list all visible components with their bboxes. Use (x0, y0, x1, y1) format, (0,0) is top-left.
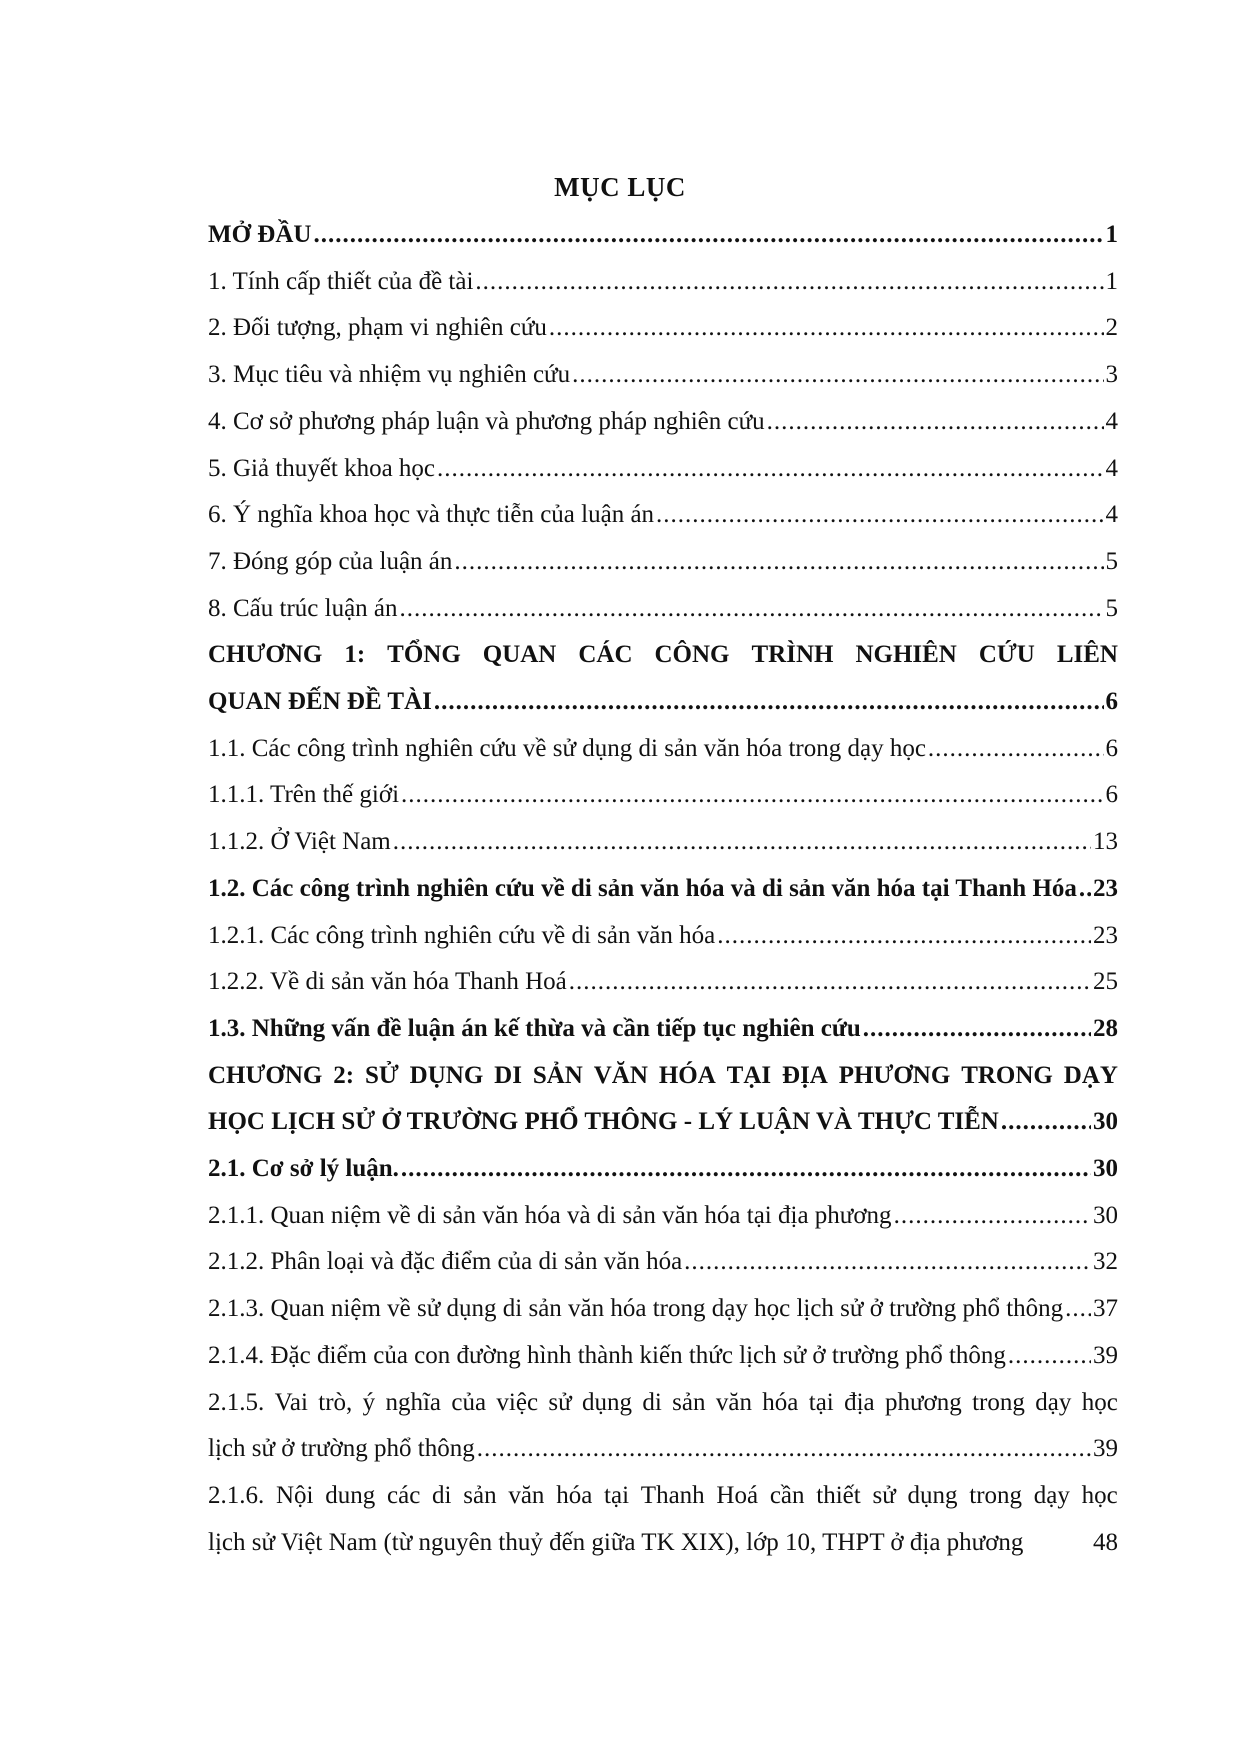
toc-word: CHƯƠNG (208, 1061, 323, 1089)
toc-entry-row (208, 352, 1118, 399)
toc-entry-row (208, 1333, 1118, 1380)
toc-entry-label: 4. Cơ sở phương pháp luận và phương pháp nghiên cứu (208, 407, 765, 435)
toc-entry-label: 1.2.1. Các công trình nghiên cứu về di sản văn hóa (208, 921, 716, 949)
toc-page-number: 28 (1093, 1014, 1118, 1042)
toc-entry (208, 959, 1118, 1006)
toc-entry (208, 1286, 1118, 1333)
toc-entry-label: 1.1.1. Trên thế giới (208, 781, 400, 809)
toc-entry-row (208, 1286, 1118, 1333)
toc-word: Nội (276, 1481, 314, 1509)
toc-page-number: 3 (1105, 361, 1118, 389)
toc-page-number: 6 (1105, 734, 1118, 762)
toc-entry-label: 5. Giả thuyết khoa học (208, 454, 436, 482)
toc-entry (208, 352, 1118, 399)
toc-entry (208, 586, 1118, 633)
toc-word: CÁC (578, 641, 633, 669)
toc-entry-first-line (208, 1380, 1118, 1427)
toc-entry-row (208, 212, 1118, 259)
toc-word: của (451, 1388, 487, 1416)
toc-word: học (1081, 1481, 1118, 1509)
toc-page-number: 6 (1105, 688, 1118, 716)
toc-title: MỤC LỤC (554, 172, 686, 202)
toc-page-number: 6 (1105, 781, 1118, 809)
toc-word: dụng (582, 1388, 633, 1416)
toc-entry-label: 8. Cấu trúc luận án (208, 594, 398, 622)
toc-leader-dots (1079, 866, 1091, 913)
toc-word: tại (604, 1481, 630, 1509)
toc-word: sử (548, 1388, 572, 1416)
toc-entry (208, 1146, 1118, 1193)
toc-entry-row (208, 259, 1118, 306)
toc-word: sử (872, 1481, 896, 1509)
toc-word: cần (769, 1481, 805, 1509)
toc-word: trong (969, 1481, 1023, 1509)
toc-word: ý (362, 1388, 376, 1416)
toc-word: Hoá (716, 1481, 759, 1509)
toc-word: ĐỊA (782, 1061, 828, 1089)
toc-entry-row (208, 1146, 1118, 1193)
toc-entry-first-line (208, 1473, 1118, 1520)
toc-word: 1: (344, 641, 366, 669)
toc-leader-dots (454, 539, 1103, 586)
toc-page-number: 4 (1105, 407, 1118, 435)
toc-leader-dots (401, 1146, 1091, 1193)
toc-word: di (642, 1388, 662, 1416)
toc-leader-dots (572, 352, 1103, 399)
toc-entry-label: 2.1.1. Quan niệm về di sản văn hóa và di sản văn hóa tại địa phương (208, 1201, 892, 1229)
toc-entry-label: 1.2.2. Về di sản văn hóa Thanh Hoá (208, 968, 567, 996)
toc-entry (208, 212, 1118, 259)
toc-entry-label: QUAN ĐẾN ĐỀ TÀI (208, 688, 432, 716)
toc-entry-row (208, 1099, 1118, 1146)
toc-word: TRONG (961, 1061, 1053, 1089)
toc-leader-dots (549, 305, 1104, 352)
toc-entry-label: lịch sử ở trường phổ thông (208, 1435, 475, 1463)
toc-entry-label: 1.1. Các công trình nghiên cứu về sử dụng di sản văn hóa trong dạy học (208, 734, 926, 762)
toc-page-number: 30 (1093, 1201, 1118, 1229)
toc-entry-label: 1.1.2. Ở Việt Nam (208, 828, 391, 856)
toc-entry (208, 1333, 1118, 1380)
toc-word: các (387, 1481, 421, 1509)
toc-word: TRÌNH (751, 641, 834, 669)
toc-word: DI (494, 1061, 522, 1089)
toc-leader-dots (928, 726, 1104, 773)
toc-entry-label: 7. Đóng góp của luận án (208, 547, 453, 575)
toc-entry-row (208, 305, 1118, 352)
toc-word: CỨU (978, 641, 1035, 669)
toc-page-number: 48 (1093, 1528, 1118, 1556)
toc-entry-row (208, 679, 1118, 726)
toc-entry (208, 305, 1118, 352)
toc-page-number: 1 (1105, 267, 1118, 295)
toc-leader-dots (437, 446, 1103, 493)
toc-entry-label: MỞ ĐẦU (208, 221, 312, 248)
toc-leader-dots (477, 1426, 1091, 1473)
toc-page-number: 39 (1093, 1341, 1118, 1369)
toc-word: TỔNG (387, 641, 461, 669)
toc-entry-first-line (208, 1053, 1118, 1100)
toc-entry-label: 2.1.3. Quan niệm về sử dụng di sản văn hóa trong dạy học lịch sử ở trường phổ thông (208, 1295, 1064, 1323)
toc-entry-label: 6. Ý nghĩa khoa học và thực tiễn của luận án (208, 501, 655, 529)
toc-word: Vai (274, 1388, 308, 1416)
toc-page-number: 1 (1105, 221, 1118, 248)
toc-word: phương (884, 1388, 962, 1416)
toc-entry-row (208, 1426, 1118, 1473)
toc-word: dạy (1035, 1388, 1072, 1416)
toc-word: CHƯƠNG (208, 641, 323, 669)
toc-page-number: 25 (1093, 968, 1118, 996)
toc-word: LIÊN (1056, 641, 1118, 669)
toc-leader-dots (1008, 1333, 1091, 1380)
toc-entry-row (208, 913, 1118, 960)
toc-entry (208, 632, 1118, 725)
toc-word: PHƯƠNG (838, 1061, 951, 1089)
toc-entry-row (208, 1193, 1118, 1240)
toc-word: SẢN (532, 1061, 583, 1089)
toc-entry-label: 2.1.4. Đặc điểm của con đường hình thành kiến thức lịch sử ở trường phổ thông (208, 1341, 1006, 1369)
toc-word: tại (808, 1388, 834, 1416)
toc-entry-row (208, 866, 1118, 913)
toc-leader-dots (1001, 1099, 1091, 1146)
toc-page-number: 5 (1105, 594, 1118, 622)
toc-entry (208, 539, 1118, 586)
toc-page-number: 39 (1093, 1435, 1118, 1463)
toc-page-number: 2 (1105, 314, 1118, 342)
toc-word: NGHIÊN (855, 641, 957, 669)
toc-word: dung (325, 1481, 376, 1509)
toc-word: việc (496, 1388, 539, 1416)
toc-entry-first-line (208, 632, 1118, 679)
toc-entry-label: 2.1. Cơ sở lý luận. (208, 1155, 399, 1183)
toc-leader-dots (475, 259, 1103, 306)
toc-entry-row (208, 1006, 1118, 1053)
toc-entry (208, 259, 1118, 306)
toc-word: hóa (762, 1388, 799, 1416)
toc-entry (208, 1473, 1118, 1566)
toc-page-number: 4 (1105, 501, 1118, 529)
toc-entry-row (208, 819, 1118, 866)
toc-word: sản (672, 1388, 706, 1416)
toc-entry-row (208, 772, 1118, 819)
toc-entry (208, 913, 1118, 960)
toc-word: DẠY (1063, 1061, 1118, 1089)
toc-entry-row (208, 1239, 1118, 1286)
toc-word: dụng (907, 1481, 958, 1509)
toc-word: 2.1.6. (208, 1481, 265, 1509)
toc-entry-row (208, 399, 1118, 446)
toc-leader-dots (400, 586, 1104, 633)
toc-entry-label: 1.3. Những vấn đề luận án kế thừa và cần tiếp tục nghiên cứu (208, 1014, 861, 1042)
toc-word: Thanh (640, 1481, 705, 1509)
toc-entry-row (208, 586, 1118, 633)
toc-leader-dots (656, 492, 1103, 539)
toc-word: nghĩa (385, 1388, 442, 1416)
toc-leader-dots (313, 212, 1103, 259)
toc-entry-label: 2. Đối tượng, phạm vi nghiên cứu (208, 314, 547, 342)
toc-word: hóa (556, 1481, 593, 1509)
toc-entry (208, 1380, 1118, 1473)
toc-leader-dots (717, 913, 1091, 960)
toc-leader-dots (767, 399, 1104, 446)
toc-entry-label: 1.2. Các công trình nghiên cứu về di sản văn hóa và di sản văn hóa tại Thanh Hóa (208, 874, 1077, 902)
toc-word: CÔNG (654, 641, 730, 669)
toc-page-number: 32 (1093, 1248, 1118, 1276)
toc-word: sản (463, 1481, 497, 1509)
toc-page-number: 30 (1093, 1108, 1118, 1136)
toc-entry-label: lịch sử Việt Nam (từ nguyên thuỷ đến giữa TK XIX), lớp 10, THPT ở địa phương (208, 1528, 1024, 1556)
toc-leader-dots (393, 819, 1091, 866)
toc-leader-dots (1065, 1286, 1091, 1333)
toc-entry-label: HỌC LỊCH SỬ Ở TRƯỜNG PHỔ THÔNG - LÝ LUẬN VÀ THỰC TIỄN (208, 1108, 999, 1136)
toc-entry (208, 492, 1118, 539)
toc-word: địa (844, 1388, 875, 1416)
toc-entry (208, 1193, 1118, 1240)
toc-entry (208, 819, 1118, 866)
toc-entry-row (208, 959, 1118, 1006)
toc-word: SỬ (364, 1061, 399, 1089)
toc-page-number: 5 (1105, 547, 1118, 575)
toc-page-number: 30 (1093, 1155, 1118, 1183)
toc-word: di (432, 1481, 452, 1509)
toc-word: trong (972, 1388, 1025, 1416)
toc-page-number: 23 (1093, 921, 1118, 949)
toc-word: 2.1.5. (208, 1388, 265, 1416)
toc-word: dạy (1033, 1481, 1070, 1509)
toc-word: VĂN (593, 1061, 648, 1089)
toc-leader-dots (401, 772, 1103, 819)
toc-page-number: 13 (1093, 828, 1118, 856)
toc-entry-row (208, 492, 1118, 539)
toc-word: 2: (333, 1061, 355, 1089)
toc-entry-row (208, 726, 1118, 773)
toc-entry (208, 1239, 1118, 1286)
toc-entry (208, 1006, 1118, 1053)
toc-leader-dots (863, 1006, 1091, 1053)
toc-page-number: 37 (1093, 1295, 1118, 1323)
toc-page-number: 4 (1105, 454, 1118, 482)
toc-entry (208, 399, 1118, 446)
toc-word: văn (715, 1388, 752, 1416)
toc-word: trò, (318, 1388, 353, 1416)
toc-list (208, 212, 1118, 1566)
toc-entry-label: 1. Tính cấp thiết của đề tài (208, 267, 474, 295)
toc-entry (208, 446, 1118, 493)
toc-entry-row (208, 539, 1118, 586)
toc-leader-dots (569, 959, 1091, 1006)
toc-entry-row (208, 1520, 1118, 1567)
toc-page-number: 23 (1093, 874, 1118, 902)
toc-word: TẠI (726, 1061, 772, 1089)
toc-entry-label: 2.1.2. Phân loại và đặc điểm của di sản văn hóa (208, 1248, 683, 1276)
toc-leader-dots (684, 1239, 1091, 1286)
toc-leader-dots (434, 679, 1104, 726)
toc-entry-label: 3. Mục tiêu và nhiệm vụ nghiên cứu (208, 361, 571, 389)
toc-entry-row (208, 446, 1118, 493)
toc-word: thiết (816, 1481, 861, 1509)
toc-word: DỤNG (409, 1061, 484, 1089)
toc-entry (208, 726, 1118, 773)
toc-word: QUAN (482, 641, 557, 669)
toc-entry (208, 772, 1118, 819)
toc-leader-dots (894, 1193, 1091, 1240)
toc-entry (208, 1053, 1118, 1146)
toc-word: HÓA (658, 1061, 716, 1089)
toc-word: văn (508, 1481, 545, 1509)
toc-word: học (1081, 1388, 1118, 1416)
toc-entry (208, 866, 1118, 913)
